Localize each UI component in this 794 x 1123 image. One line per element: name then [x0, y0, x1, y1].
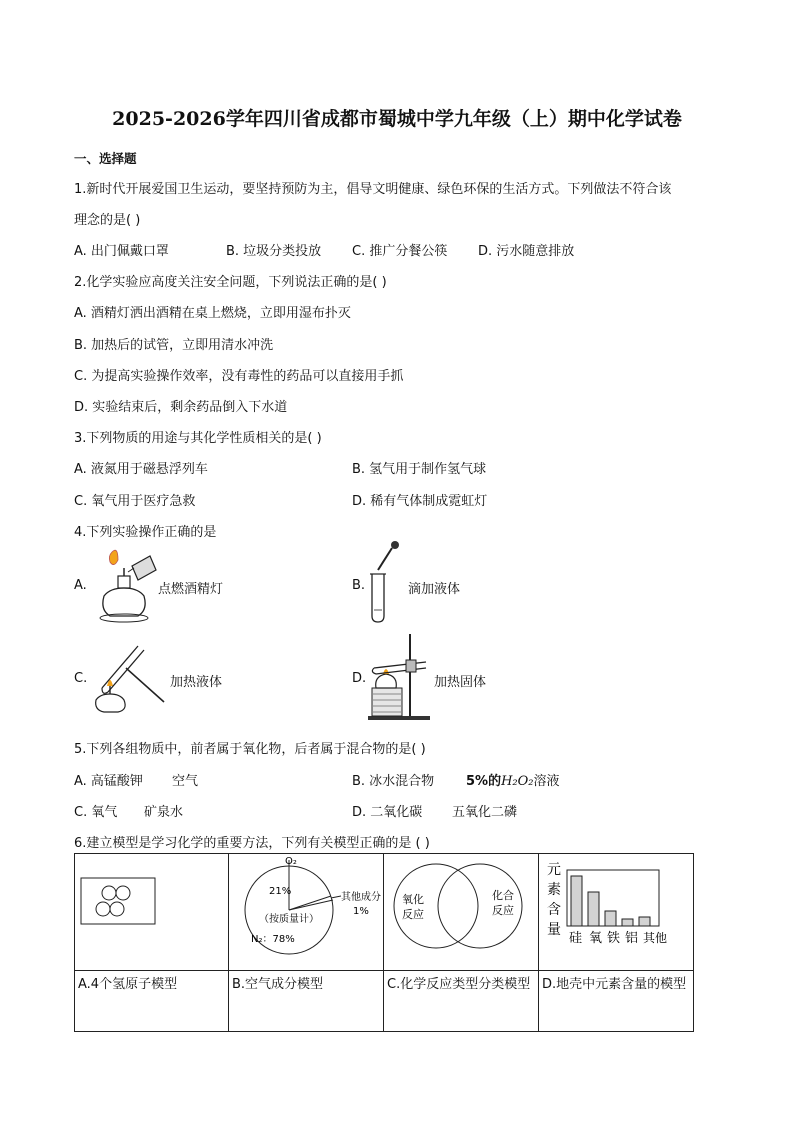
model-table [74, 853, 694, 1032]
pie-other-percent: 1% [353, 906, 369, 917]
air-composition-pie [229, 854, 383, 966]
q5-option-b-second [466, 770, 560, 789]
q4-option-d-text: 加热固体 [434, 675, 487, 690]
model-c-caption: C.化学反应类型分类模型 [384, 971, 539, 1032]
model-a-caption: A.4个氢原子模型 [75, 971, 229, 1032]
q4-option-c-text: 加热液体 [170, 675, 223, 690]
venn-left-line1: 氧化 [402, 893, 424, 906]
q4-option-b-letter: B. [352, 578, 366, 593]
model-d-caption: D.地壳中元素含量的模型 [539, 971, 694, 1032]
heating-liquid-illustration [88, 640, 168, 716]
q2-option-b: B. 加热后的试管，立即用清水冲洗 [74, 338, 274, 353]
bar-category-label: 铁 [607, 931, 621, 946]
q4-stem: 4.下列实验操作正确的是 [74, 525, 217, 540]
q3-option-b: B. 氢气用于制作氢气球 [352, 462, 487, 477]
q5-option-c-first: C. 氧气 [74, 805, 118, 820]
q1-stem-line1: 1.新时代开展爱国卫生运动，要坚持预防为主，倡导文明健康、绿色环保的生活方式。下列做法不符合该 [74, 182, 672, 197]
q5-option-c-second: 矿泉水 [144, 805, 184, 820]
q5-option-b-percent: 5%的 [466, 774, 502, 789]
q1-option-b: B. 垃圾分类投放 [226, 244, 322, 259]
bar-铁 [605, 911, 616, 926]
q2-stem: 2.化学实验应高度关注安全问题，下列说法正确的是( ) [74, 275, 387, 290]
bar-category-label: 硅 [569, 931, 583, 946]
heating-solid-illustration [366, 630, 434, 722]
q5-option-b-first: B. 冰水混合物 [352, 774, 435, 789]
q5-option-a-first: A. 高锰酸钾 [74, 774, 143, 789]
pie-mass-note: （按质量计） [259, 914, 319, 925]
dropping-liquid-illustration [366, 540, 406, 624]
q1-option-a: A. 出门佩戴口罩 [74, 244, 169, 259]
bar-ylabel-char-1: 元 [547, 862, 561, 878]
q3-stem: 3.下列物质的用途与其化学性质相关的是( ) [74, 431, 322, 446]
bar-category-label: 其他 [643, 931, 668, 945]
bar-铝 [622, 919, 633, 926]
bar-氧 [588, 892, 599, 926]
venn-right-line2: 反应 [492, 904, 514, 917]
lighting-alcohol-lamp-illustration [88, 546, 160, 624]
model-d-cell [539, 854, 694, 971]
q5-option-d-first: D. 二氧化碳 [352, 805, 423, 820]
bar-ylabel-char-2: 素 [547, 882, 561, 898]
q3-option-d: D. 稀有气体制成霓虹灯 [352, 494, 488, 509]
bar-category-label: 氧 [589, 931, 603, 946]
bar-其他 [639, 917, 650, 926]
page-title: 2025-2026学年四川省成都市蜀城中学九年级（上）期中化学试卷 [112, 108, 682, 130]
bar-category-label: 铝 [625, 931, 639, 946]
q1-option-d: D. 污水随意排放 [478, 244, 575, 259]
model-c-cell [384, 854, 539, 971]
pie-other-label: 其他成分 [341, 892, 381, 903]
q2-option-c: C. 为提高实验操作效率，没有毒性的药品可以直接用手抓 [74, 369, 404, 384]
q4-option-b-text: 滴加液体 [408, 582, 461, 597]
q5-option-a-second: 空气 [172, 774, 199, 789]
model-a-cell [75, 854, 229, 971]
bar-ylabel-char-3: 含 [547, 902, 561, 918]
q5-option-b-formula: H₂O₂ [501, 774, 534, 789]
q3-option-c: C. 氧气用于医疗急救 [74, 494, 196, 509]
q1-stem-line2: 理念的是( ) [74, 213, 141, 228]
q3-option-a: A. 液氮用于磁悬浮列车 [74, 462, 208, 477]
q5-stem: 5.下列各组物质中，前者属于氧化物，后者属于混合物的是( ) [74, 742, 426, 757]
model-b-caption: B.空气成分模型 [229, 971, 384, 1032]
q5-option-b-suffix: 溶液 [533, 774, 560, 789]
q4-option-c-letter: C. [74, 671, 88, 686]
q2-option-d: D. 实验结束后，剩余药品倒入下水道 [74, 400, 288, 415]
section-heading: 一、选择题 [74, 151, 137, 166]
q4-option-a-text: 点燃酒精灯 [158, 582, 224, 597]
q2-option-a: A. 酒精灯洒出酒精在桌上燃烧，立即用湿布扑灭 [74, 306, 351, 321]
venn-right-line1: 化合 [492, 889, 514, 902]
pie-n2-label: N₂：78% [251, 934, 295, 945]
q4-option-d-letter: D. [352, 671, 367, 686]
reaction-type-venn [384, 854, 538, 966]
venn-left-line2: 反应 [402, 908, 424, 921]
model-b-cell [229, 854, 384, 971]
pie-o2-percent: 21% [269, 886, 292, 897]
bar-硅 [571, 876, 582, 926]
q1-option-c: C. 推广分餐公筷 [352, 244, 448, 259]
q4-option-a-letter: A. [74, 578, 87, 593]
q6-stem: 6.建立模型是学习化学的重要方法，下列有关模型正确的是 ( ) [74, 836, 430, 851]
hydrogen-atom-model-figure [75, 854, 225, 966]
bar-ylabel-char-4: 量 [547, 922, 561, 938]
crust-element-bar-chart [539, 854, 693, 966]
pie-o2-label: O₂ [285, 856, 297, 867]
q5-option-d-second: 五氧化二磷 [452, 805, 518, 820]
